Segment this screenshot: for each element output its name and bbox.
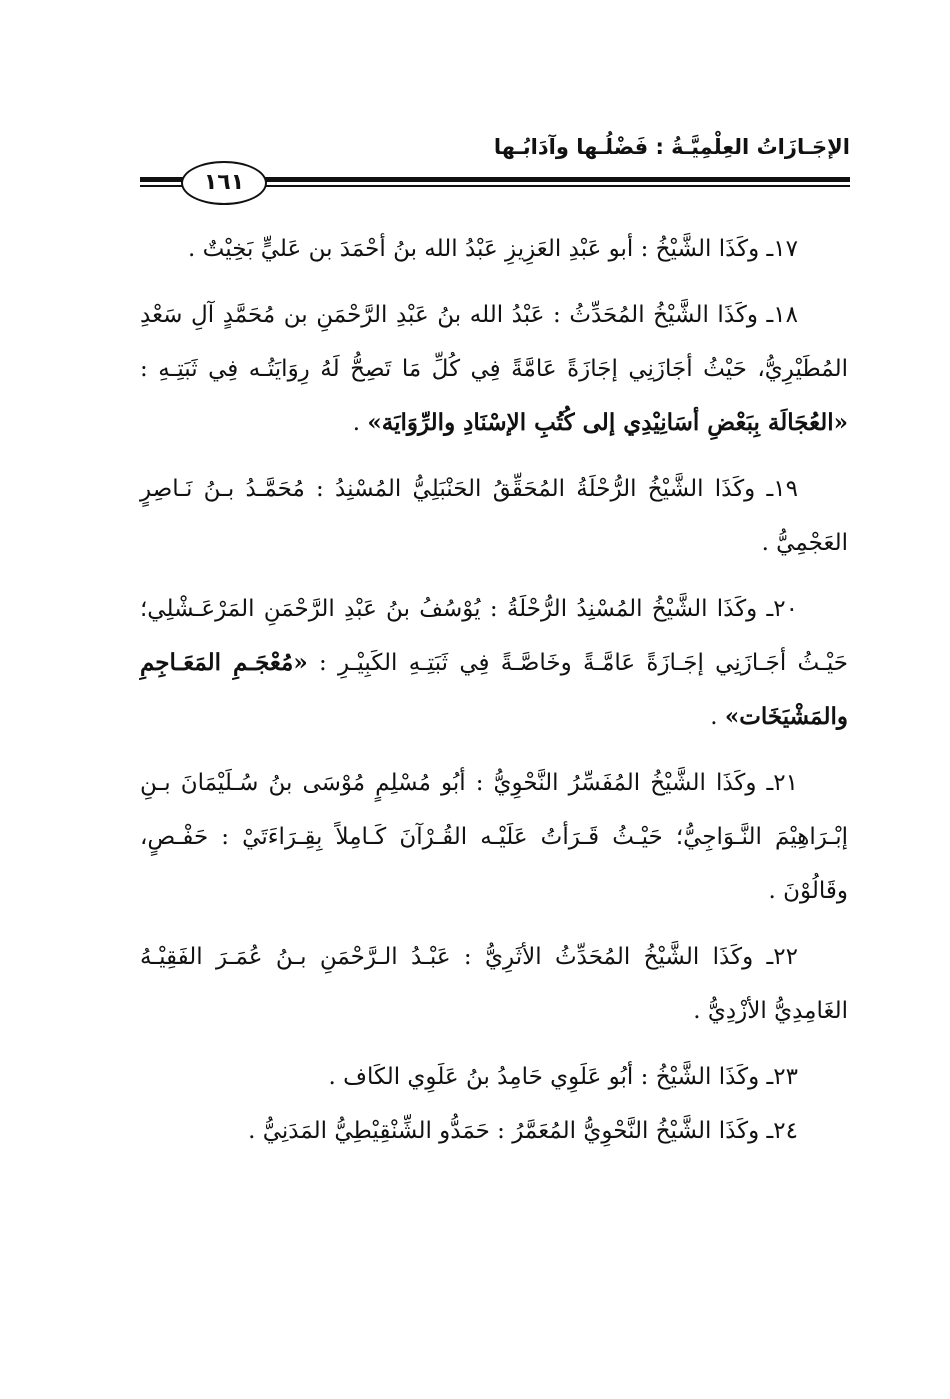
- entry-22: [140, 930, 848, 1038]
- page-body: [140, 222, 848, 1158]
- entry-21: [140, 756, 848, 918]
- entry-23: [140, 1050, 848, 1104]
- entry-17: [140, 222, 848, 276]
- entry-text: ٢٢ـ وكَذَا الشَّيْخُ المُحَدِّثُ الأثَرِيُّ : عَبْـدُ الـرَّحْمَنِ بـنُ عُمَـرَ الفَقِيْـهُ الغَامِدِيُّ الأزْدِيُّ .: [140, 944, 848, 1024]
- page-number: ١٦١: [181, 161, 267, 205]
- entry-text: ٢٣ـ وكَذَا الشَّيْخُ : أبُو عَلَوِي حَامِدُ بنُ عَلَوِي الكَاف .: [328, 1064, 798, 1090]
- entry-20: [140, 582, 848, 744]
- entry-text: ٢١ـ وكَذَا الشَّيْخُ المُفَسِّرُ النَّحْوِيُّ : أبُو مُسْلِمٍ مُوْسَى بنُ سُـلَيْمَانَ بـنِ إبْـرَاهِيْمَ النَّـوَاجِيُّ؛ حَيْـثُ قَـرَأتُ عَلَيْـه القُـرْآنَ كَـامِلاً بِقِـرَاءَتَيْ : حَفْـصٍ، وقَالُوْنَ .: [140, 770, 848, 904]
- entry-text: ١٨ـ وكَذَا الشَّيْخُ المُحَدِّثُ : عَبْدُ الله بنُ عَبْدِ الرَّحْمَنِ بن مُحَمَّدٍ آلِ سَعْدِ المُطَيْرِيُّ، حَيْثُ أجَازَنِي إجَازَةً عَامَّةً فِي كُلِّ مَا تَصِحُّ لَهُ رِوَايَتُـه فِي ثَبَتِـهِ :: [140, 302, 848, 382]
- book-title: «مُعْجَـمِ المَعَـاجِمِ والمَشْيَخَات»: [140, 649, 848, 730]
- running-header: الإجَـازَاتُ العِلْمِيَّـةُ : فَضْلُـها وآدَابُـها: [493, 135, 850, 159]
- entry-19: [140, 462, 848, 570]
- entry-end: .: [352, 410, 368, 436]
- entry-text: ٢٤ـ وكَذَا الشَّيْخُ النَّحْوِيُّ المُعَمَّرُ : حَمَدُّو الشِّنْقِيْطِيُّ المَدَنِيُّ .: [248, 1118, 798, 1144]
- book-title: «العُجَالَة بِبَعْضِ أسَانِيْدِي إلى كُتُبِ الإسْنَادِ والرِّوَايَة»: [367, 409, 848, 436]
- entry-24: [140, 1104, 848, 1158]
- entry-end: .: [710, 704, 725, 730]
- entry-text: ١٧ـ وكَذَا الشَّيْخُ : أبو عَبْدِ العَزِيزِ عَبْدُ الله بنُ أحْمَدَ بن عَليٍّ بَخِيْتٌ .: [188, 236, 798, 262]
- entry-text: ٢٠ـ وكَذَا الشَّيْخُ المُسْنِدُ الرُّحْلَةُ : يُوْسُفُ بنُ عَبْدِ الرَّحْمَنِ المَرْعَـشْلِي؛ حَيْـثُ أجَـازَنِي إجَـازَةً عَامَّـةً وخَاصَّـةً فِي ثَبَتِـهِ الكَبِيْـرِ :: [140, 596, 848, 676]
- entry-text: ١٩ـ وكَذَا الشَّيْخُ الرُّحْلَةُ المُحَقِّقُ الحَنْبَلِيُّ المُسْنِدُ : مُحَمَّـدُ بـنُ نَـاصِرٍ العَجْمِيُّ .: [140, 476, 848, 556]
- entry-18: [140, 288, 848, 450]
